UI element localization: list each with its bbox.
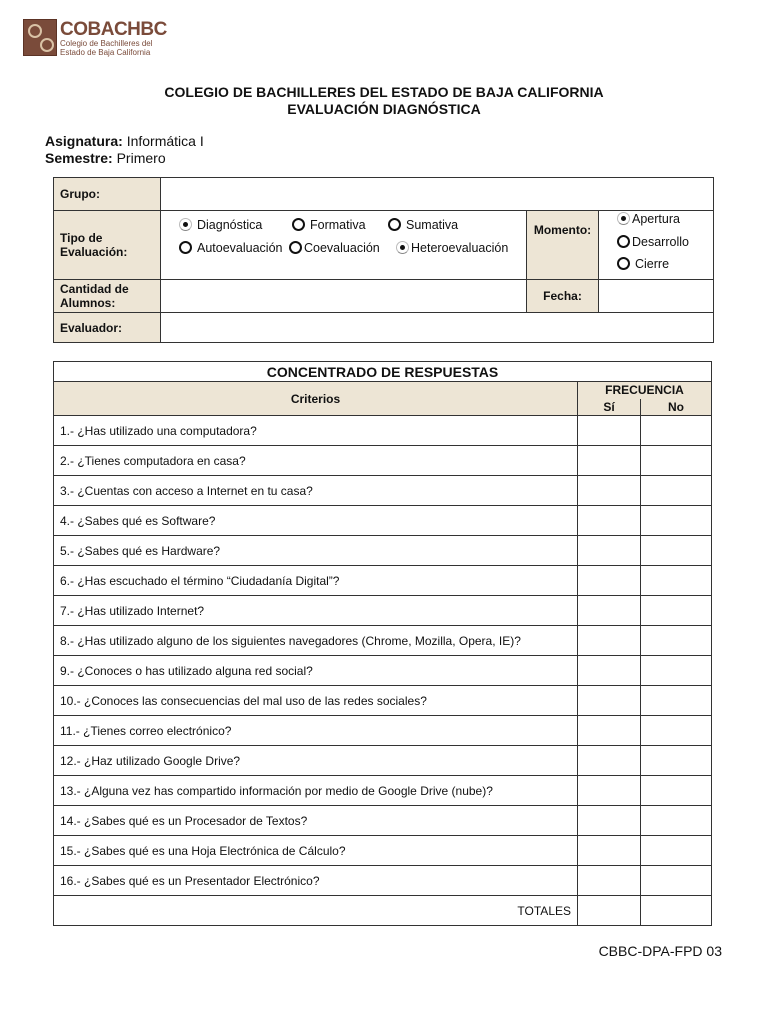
question-text: 2.- ¿Tienes computadora en casa? — [54, 446, 578, 476]
evaluador-label: Evaluador: — [54, 313, 161, 343]
question-row — [54, 626, 712, 656]
asignatura-line — [45, 133, 204, 149]
tipo-option-coevaluacion[interactable]: Coevaluación — [289, 241, 380, 255]
answer-si-cell[interactable] — [578, 626, 641, 656]
answer-no-cell[interactable] — [641, 416, 712, 446]
answer-no-cell[interactable] — [641, 626, 712, 656]
answer-no-cell[interactable] — [641, 686, 712, 716]
logo-emblem-icon — [23, 19, 57, 56]
answer-si-cell[interactable] — [578, 866, 641, 896]
question-row — [54, 686, 712, 716]
totals-si-cell[interactable] — [578, 896, 641, 926]
question-row — [54, 866, 712, 896]
grupo-label: Grupo: — [54, 178, 161, 211]
question-row — [54, 416, 712, 446]
question-row — [54, 656, 712, 686]
question-row — [54, 746, 712, 776]
asignatura-value: Informática I — [126, 133, 204, 149]
question-text: 16.- ¿Sabes qué es un Presentador Electrónico? — [54, 866, 578, 896]
radio-empty-icon — [617, 257, 630, 270]
answer-no-cell[interactable] — [641, 446, 712, 476]
question-text: 12.- ¿Haz utilizado Google Drive? — [54, 746, 578, 776]
radio-selected-icon — [617, 212, 630, 225]
question-text: 11.- ¿Tienes correo electrónico? — [54, 716, 578, 746]
answer-no-cell[interactable] — [641, 866, 712, 896]
answer-si-cell[interactable] — [578, 806, 641, 836]
momento-option-cierre[interactable]: Cierre — [617, 257, 669, 271]
radio-empty-icon — [617, 235, 630, 248]
document-subtitle: EVALUACIÓN DIAGNÓSTICA — [287, 101, 481, 117]
answer-no-cell[interactable] — [641, 566, 712, 596]
answer-no-cell[interactable] — [641, 716, 712, 746]
tipo-option-diagnostica[interactable]: Diagnóstica — [179, 218, 262, 232]
si-header: Sí — [578, 399, 641, 416]
answer-si-cell[interactable] — [578, 716, 641, 746]
radio-empty-icon — [292, 218, 305, 231]
tipo-option-autoevaluacion[interactable]: Autoevaluación — [179, 241, 282, 255]
answer-no-cell[interactable] — [641, 596, 712, 626]
answers-title: CONCENTRADO DE RESPUESTAS — [54, 362, 712, 382]
totals-label: TOTALES — [54, 896, 578, 926]
tipo-option-heteroevaluacion[interactable]: Heteroevaluación — [396, 241, 508, 255]
radio-empty-icon — [179, 241, 192, 254]
momento-option-apertura[interactable]: Apertura — [617, 212, 680, 226]
fecha-field[interactable] — [599, 280, 714, 313]
question-row — [54, 716, 712, 746]
momento-option-desarrollo[interactable]: Desarrollo — [617, 235, 689, 249]
cantidad-field[interactable] — [161, 280, 527, 313]
question-row — [54, 476, 712, 506]
semestre-label: Semestre: — [45, 150, 113, 166]
answer-no-cell[interactable] — [641, 536, 712, 566]
question-text: 3.- ¿Cuentas con acceso a Internet en tu casa? — [54, 476, 578, 506]
answer-si-cell[interactable] — [578, 416, 641, 446]
question-text: 13.- ¿Alguna vez has compartido información por medio de Google Drive (nube)? — [54, 776, 578, 806]
answers-table — [53, 361, 712, 926]
question-row — [54, 446, 712, 476]
question-row — [54, 536, 712, 566]
question-text: 6.- ¿Has escuchado el término “Ciudadanía Digital”? — [54, 566, 578, 596]
tipo-options-cell — [161, 211, 527, 280]
answer-si-cell[interactable] — [578, 476, 641, 506]
logo-name: COBACHBC — [60, 19, 167, 40]
question-text: 10.- ¿Conoces las consecuencias del mal uso de las redes sociales? — [54, 686, 578, 716]
answer-si-cell[interactable] — [578, 536, 641, 566]
answer-si-cell[interactable] — [578, 686, 641, 716]
question-text: 5.- ¿Sabes qué es Hardware? — [54, 536, 578, 566]
momento-options-cell — [599, 211, 714, 280]
momento-label: Momento: — [527, 211, 599, 280]
answer-si-cell[interactable] — [578, 746, 641, 776]
answer-si-cell[interactable] — [578, 506, 641, 536]
question-text: 4.- ¿Sabes qué es Software? — [54, 506, 578, 536]
question-text: 9.- ¿Conoces o has utilizado alguna red social? — [54, 656, 578, 686]
answer-si-cell[interactable] — [578, 776, 641, 806]
document-title: COLEGIO DE BACHILLERES DEL ESTADO DE BAJA CALIFORNIA — [164, 84, 604, 100]
tipo-option-formativa[interactable]: Formativa — [292, 218, 366, 232]
question-row — [54, 506, 712, 536]
logo-subtitle: Colegio de Bachilleres del Estado de Baja California — [60, 39, 153, 57]
info-table — [53, 177, 714, 343]
radio-empty-icon — [289, 241, 302, 254]
answer-no-cell[interactable] — [641, 836, 712, 866]
answer-si-cell[interactable] — [578, 656, 641, 686]
answer-si-cell[interactable] — [578, 566, 641, 596]
evaluador-field[interactable] — [161, 313, 714, 343]
asignatura-label: Asignatura: — [45, 133, 123, 149]
question-row — [54, 836, 712, 866]
answer-no-cell[interactable] — [641, 656, 712, 686]
tipo-label: Tipo de Evaluación: — [54, 211, 161, 280]
radio-selected-icon — [179, 218, 192, 231]
answer-no-cell[interactable] — [641, 476, 712, 506]
question-row — [54, 596, 712, 626]
answer-si-cell[interactable] — [578, 446, 641, 476]
radio-empty-icon — [388, 218, 401, 231]
question-row — [54, 776, 712, 806]
answer-si-cell[interactable] — [578, 836, 641, 866]
semestre-line — [45, 150, 166, 166]
frecuencia-header: FRECUENCIA — [578, 382, 712, 399]
cobach-logo — [23, 19, 167, 57]
no-header: No — [641, 399, 712, 416]
question-row — [54, 806, 712, 836]
fecha-label: Fecha: — [527, 280, 599, 313]
question-text: 15.- ¿Sabes qué es una Hoja Electrónica de Cálculo? — [54, 836, 578, 866]
answer-no-cell[interactable] — [641, 746, 712, 776]
question-row — [54, 566, 712, 596]
answer-no-cell[interactable] — [641, 506, 712, 536]
tipo-option-sumativa[interactable]: Sumativa — [388, 218, 458, 232]
question-text: 8.- ¿Has utilizado alguno de los siguientes navegadores (Chrome, Mozilla, Opera, IE)? — [54, 626, 578, 656]
cantidad-label: Cantidad de Alumnos: — [54, 280, 161, 313]
question-text: 14.- ¿Sabes qué es un Procesador de Textos? — [54, 806, 578, 836]
answer-no-cell[interactable] — [641, 776, 712, 806]
question-text: 1.- ¿Has utilizado una computadora? — [54, 416, 578, 446]
answer-no-cell[interactable] — [641, 806, 712, 836]
answer-si-cell[interactable] — [578, 596, 641, 626]
semestre-value: Primero — [116, 150, 166, 166]
radio-selected-icon — [396, 241, 409, 254]
form-code: CBBC-DPA-FPD 03 — [598, 943, 722, 959]
totals-no-cell[interactable] — [641, 896, 712, 926]
criterios-header: Criterios — [54, 382, 578, 416]
grupo-field[interactable] — [161, 178, 714, 211]
question-text: 7.- ¿Has utilizado Internet? — [54, 596, 578, 626]
